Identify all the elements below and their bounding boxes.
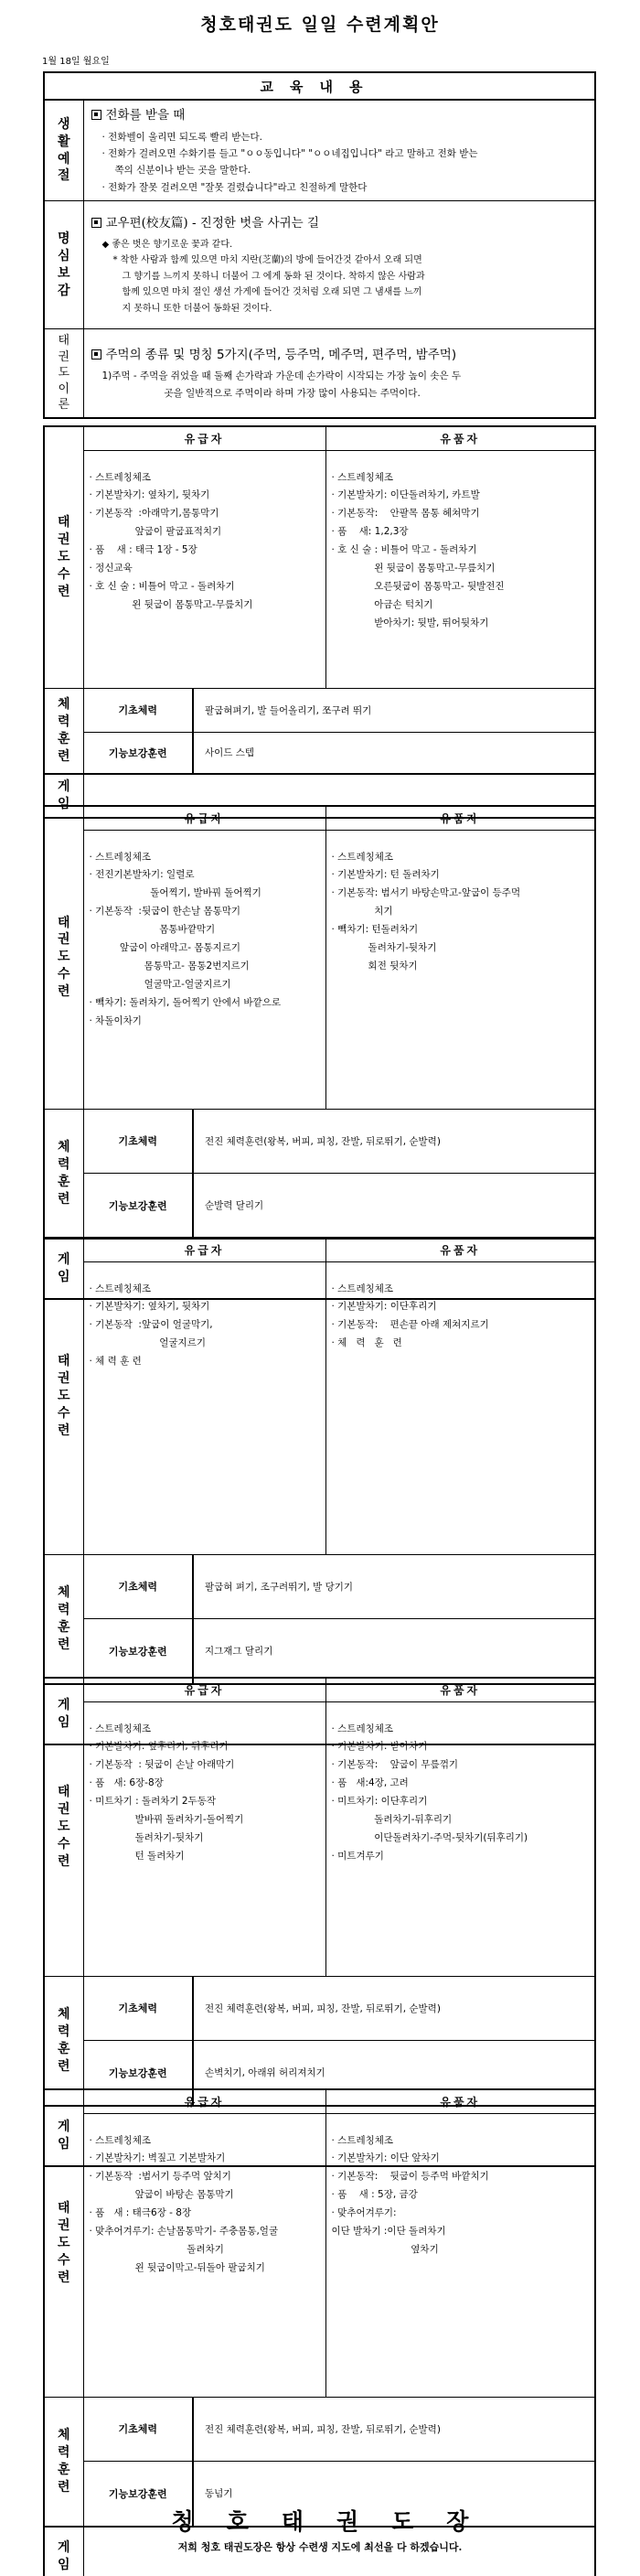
lesson-line: 발바꿔 돌려차기-돌어찍기 [89,1814,244,1826]
lesson-line: 앞굽이 팔굽표적치기 [89,526,222,538]
lesson-block [43,425,596,819]
basic-fitness-label: 기초체력 [83,2397,193,2461]
lesson-block [43,805,596,1300]
lesson-kyu [83,830,325,1109]
lesson-kyu [83,1701,325,1976]
square-bullet-icon [91,110,101,120]
lesson-line: · 스트레칭체조 [331,2134,394,2146]
lesson-line: · 기본동작 : 뒷굽이 손날 아래막기 [89,1759,235,1771]
function-training-label: 기능보강훈련 [83,1173,193,1239]
basic-fitness-label: 기초체력 [83,1109,193,1173]
lesson-line: · 미트겨루기 [331,1851,384,1862]
game-side-label: 게 임 [44,774,83,818]
section-theory [83,329,595,418]
lesson-line: 돌려차기 [89,2244,224,2256]
lesson-kyu [83,1261,325,1554]
lesson-line: · 호 신 술 : 비틀어 막고 - 돌려차기 [331,544,477,556]
col-header-poom: 유품자 [325,1678,595,1701]
lesson-line: · 품 새:4장, 고려 [331,1777,409,1789]
function-training-label: 기능보강훈련 [83,732,193,774]
lesson-poom [325,830,595,1109]
lesson-line: · 기본발차기: 옆차기, 뒷차기 [89,489,210,501]
lesson-side-label: 태 권 도 수 련 [44,1678,83,1976]
function-training-label: 기능보강훈련 [83,2461,193,2527]
lesson-line: 앞굽이 아래막고- 몸통지르기 [89,942,241,954]
content-line: · 전화벨이 울리면 되도록 빨리 받는다. [101,131,263,143]
lesson-line: 회전 뒷차기 [331,961,418,972]
game-side-label: 게 임 [44,2527,83,2576]
lesson-line: · 빽차기: 턴돌려차기 [331,924,419,936]
content-line: 1)주먹 - 주먹을 쥐었을 때 둘째 손가락과 가운데 손가락이 시작되는 가장 높이 솟은 두 [101,370,462,382]
lesson-line: · 스트레칭체조 [89,1723,152,1734]
lesson-line: 치기 [331,906,393,918]
lesson-date: 1월 18일 월요일 [42,57,110,67]
lesson-line: · 스트레칭체조 [331,851,394,863]
basic-fitness-label: 기초체력 [83,688,193,732]
function-training-label: 기능보강훈련 [83,1618,193,1684]
lesson-line: · 체 력 훈 련 [89,1356,142,1368]
col-header-kyu: 유급자 [83,2089,325,2113]
lesson-poom [325,1261,595,1554]
section-label-etiquette: 생 활 예 절 [44,100,83,201]
lesson-line: · 기본동작: 범서기 바탕손막고-앞굽이 등주먹 [331,887,521,899]
lesson-line: 왼 뒷굽이 몸통막고-무릎치기 [331,563,496,574]
col-header-poom: 유품자 [325,426,595,450]
lesson-line: · 기본동작: 뒷굽이 등주먹 바깥치기 [331,2171,489,2183]
lesson-line: · 기본동작 :뒷굽이 한손날 몸통막기 [89,906,241,918]
lesson-line: · 품 새: 1,2,3장 [331,526,409,538]
lesson-line: 돌려차기-뒤후리기 [331,1814,453,1826]
col-header-kyu: 유급자 [83,1678,325,1701]
lesson-line: · 정신교육 [89,563,133,574]
basic-fitness-value: 팔굽혀 펴기, 조구려뛰기, 발 당기기 [193,1554,595,1618]
content-subheading: ◆ 좋은 벗은 향기로운 꽃과 같다. [101,239,233,250]
section-heading: 주먹의 종류 및 명칭 5가지(주먹, 등주먹, 메주먹, 편주먹, 밤주먹) [105,347,457,362]
content-line: * 착한 사람과 함께 있으면 마치 지란(芝蘭)의 방에 들어간것 같아서 오래 되면 [112,255,422,266]
content-line: · 전화가 걸려오면 수화기를 들고 "ㅇㅇ동입니다" "ㅇㅇ네집입니다" 라고 말하고 전화 받는 [101,148,478,159]
lesson-line: · 기본동작 :앞굽이 얼굴막기, [89,1319,213,1331]
col-header-kyu: 유급자 [83,806,325,830]
lesson-line: · 기본발차기: 턴 돌려차기 [331,869,440,881]
fitness-side-label: 체 력 훈 련 [44,1109,83,1239]
lesson-line: 옆차기 [331,2244,439,2256]
lesson-line: · 체 력 훈 련 [331,1337,402,1349]
fitness-side-label: 체 력 훈 련 [44,1976,83,2106]
game-side-label: 게 임 [44,1239,83,1299]
lesson-line: · 스트레칭체조 [89,471,152,483]
function-training-value: 순발력 달리기 [193,1173,595,1239]
section-label-myeongsim: 명 심 보 감 [44,201,83,329]
square-bullet-icon [91,349,101,360]
col-header-poom: 유품자 [325,1238,595,1261]
game-side-label: 게 임 [44,2106,83,2166]
lesson-line: 이단돌려차기-주먹-뒷차기(뒤후리기) [331,1832,528,1844]
lesson-poom [325,2113,595,2397]
lesson-kyu [83,2113,325,2397]
function-training-value: 사이드 스텝 [193,732,595,774]
content-line: 쪽의 신분이나 받는 곳을 말한다. [114,165,251,177]
content-line: · 전화가 잘못 걸려오면 "잘못 걸렸습니다"라고 친절하게 말한다 [101,181,368,193]
lesson-line: 몸통바깥막기 [89,924,216,936]
function-training-value: 동넘기 [193,2461,595,2527]
lesson-line: 받아차기: 뒷발, 뛰어뒷차기 [331,617,489,628]
lesson-line: 아금손 턱치기 [331,599,433,611]
dojang-name: 청호태권도장 [171,2508,502,2535]
lesson-line: · 기본동작: 안팔목 몸통 헤쳐막기 [331,508,480,520]
col-header-kyu: 유급자 [83,1238,325,1261]
basic-fitness-label: 기초체력 [83,1976,193,2040]
function-training-label: 기능보강훈련 [83,2040,193,2106]
section-etiquette [83,100,595,201]
lesson-line: · 스트레칭체조 [331,1283,394,1294]
content-line: 함께 있으면 마치 절인 생선 가게에 들어간 것처럼 오래 되면 그 냄새를 느끼 [122,287,422,298]
lesson-line: · 기본발차기: 옆차기, 뒷차기 [89,1301,210,1313]
education-header: 교육내용 [44,72,595,100]
education-table [43,71,596,419]
lesson-line: · 기본발차기: 이단 앞차기 [331,2152,440,2164]
lesson-line: · 빽차기: 돌려차기, 돌어찍기 안에서 바깥으로 [89,997,281,1008]
lesson-line: · 스트레칭체조 [89,2134,152,2146]
lesson-line: · 기본발차기: 이단후리기 [331,1301,437,1313]
dojang-motto: 저희 청호 태권도장은 항상 수련생 지도에 최선을 다 하겠습니다. [177,2541,463,2553]
section-myeongsim [83,201,595,329]
lesson-side-label: 태 권 도 수 련 [44,2089,83,2397]
lesson-line: · 기본동작: 앞굽이 무릎꺾기 [331,1759,458,1771]
lesson-line: · 스트레칭체조 [89,1283,152,1294]
square-bullet-icon [91,218,101,228]
lesson-line: 이단 발차기 :이단 돌려차기 [331,2226,446,2238]
lesson-line: 얼굴막고-얼굴지르기 [89,979,231,991]
function-training-value: 손벽치기, 아래위 허리져치기 [193,2040,595,2106]
basic-fitness-label: 기초체력 [83,1554,193,1618]
lesson-line: 오른뒷굽이 몸통막고- 뒷발전진 [331,581,505,593]
lesson-line: · 기본발차기: 이단돌려차기, 카트발 [331,489,480,501]
lesson-side-label: 태 권 도 수 련 [44,426,83,688]
lesson-line: · 품 새 : 태극 1장 - 5장 [89,544,197,556]
lesson-line: 왼 뒷굽이막고-뒤돌아 팔굽치기 [89,2262,265,2274]
lesson-line: 돌어찍기, 발바꿔 돌어찍기 [89,887,261,899]
lesson-line: · 맞추어겨루기: 손날몸통막기- 주충몸통,얼굴 [89,2226,279,2238]
lesson-line: 왼 뒷굽이 몸통막고-무릎치기 [89,599,253,611]
lesson-line: · 기본발차기: 옆후리기, 뒤후리기 [89,1741,229,1753]
col-header-kyu: 유급자 [83,426,325,450]
content-line: 그 향기를 느끼지 못하니 더불어 그 에게 동화 된 것이다. 착하지 않은 사람과 [122,271,425,282]
fitness-side-label: 체 력 훈 련 [44,1554,83,1684]
lesson-poom [325,1701,595,1976]
lesson-line: · 호 신 술 : 비틀어 막고 - 돌려차기 [89,581,235,593]
section-heading: 교우편(校友篇) - 진정한 벗을 사귀는 길 [105,216,320,231]
lesson-line: · 품 새 : 5장, 금강 [331,2189,418,2201]
lesson-line: · 스트레칭체조 [331,471,394,483]
lesson-line: 돌려차기-뒷차기 [89,1832,204,1844]
basic-fitness-value: 전진 체력훈련(왕복, 버피, 피칭, 잔발, 뒤로뛰기, 순발력) [193,1109,595,1173]
section-heading: 전화를 받을 때 [105,108,186,123]
lesson-line: · 맞추어겨루기: [331,2207,397,2219]
lesson-line: · 스트레칭체조 [331,1723,394,1734]
content-line: 곳을 일반적으로 주먹이라 하며 가장 많이 사용되는 주먹이다. [164,387,421,399]
lesson-line: · 기본발차기: 받아차기 [331,1741,428,1753]
lesson-line: · 기본발차기: 벽짚고 기본발차기 [89,2152,226,2164]
lesson-line: · 기본동작 :아래막기,몸통막기 [89,508,219,520]
lesson-line: · 차돌이차기 [89,1014,142,1026]
function-training-value: 지그재그 달리기 [193,1618,595,1684]
lesson-side-label: 태 권 도 수 련 [44,1238,83,1554]
col-header-poom: 유품자 [325,806,595,830]
lesson-line: · 스트레칭체조 [89,851,152,863]
basic-fitness-value: 전진 체력훈련(왕복, 버피, 피칭, 잔발, 뒤로뛰기, 순발력) [193,2397,595,2461]
lesson-line: · 전진기본발차기: 일렬로 [89,869,195,881]
fitness-side-label: 체 력 훈 련 [44,688,83,774]
basic-fitness-value: 전진 체력훈련(왕복, 버피, 피칭, 잔발, 뒤로뛰기, 순발력) [193,1976,595,2040]
lesson-line: · 기본동작: 편손끝 아래 제쳐지르기 [331,1319,489,1331]
lesson-line: 몸통막고- 몸통2번지르기 [89,961,250,972]
lesson-line: · 기본동작 :범서기 등주먹 앞치기 [89,2171,231,2183]
lesson-line: 앞굽이 바탕손 몸통막기 [89,2189,234,2201]
lesson-side-label: 태 권 도 수 련 [44,806,83,1109]
lesson-line: 얼굴지르기 [89,1337,206,1349]
content-line: 지 못하니 또한 더불어 동화된 것이다. [122,303,272,314]
section-label-theory: 태 권 도 이 론 [44,329,83,418]
lesson-poom [325,450,595,688]
lesson-line: · 미트차기 : 돌려차기 2두동작 [89,1796,216,1808]
lesson-line: · 미트차기: 이단후리기 [331,1796,428,1808]
lesson-line: 턴 돌려차기 [89,1851,185,1862]
lesson-block [43,1237,596,1745]
lesson-line: 돌려차기-뒷차기 [331,942,437,954]
lesson-line: · 품 새 : 태극6장 - 8장 [89,2207,192,2219]
basic-fitness-value: 팔굽혀펴기, 발 들어올리기, 쪼구려 뛰기 [193,688,595,732]
lesson-kyu [83,450,325,688]
col-header-poom: 유품자 [325,2089,595,2113]
fitness-side-label: 체 력 훈 련 [44,2397,83,2527]
document-title: 청호태권도 일일 수련계획안 [200,15,440,35]
lesson-line: · 품 새: 6장-8장 [89,1777,164,1789]
game-side-label: 게 임 [44,1684,83,1744]
